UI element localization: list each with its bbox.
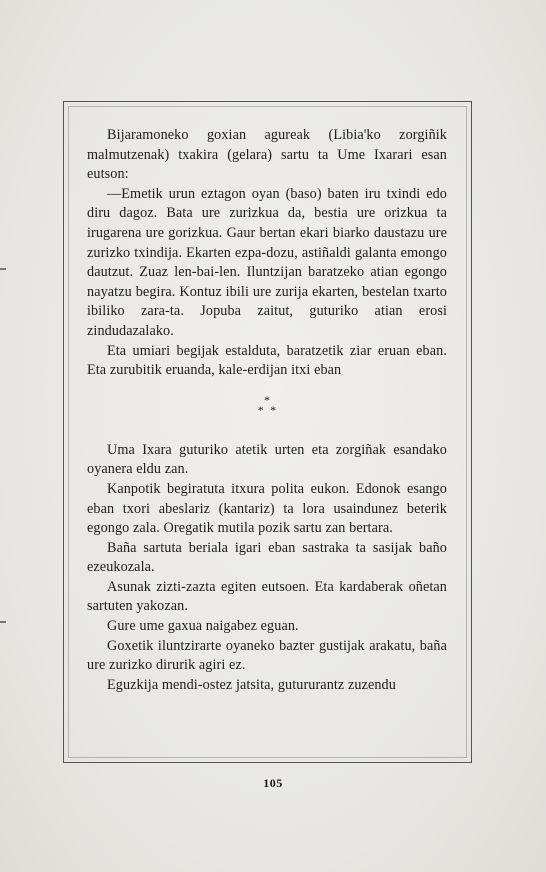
page-number: 105 xyxy=(263,776,283,790)
paragraph: Uma Ixara guturiko atetik urten eta zorgiñak esandako oyanera eldu zan. xyxy=(87,441,447,478)
section-break xyxy=(87,381,447,441)
margin-mark-left-bottom xyxy=(0,621,6,623)
margin-mark-left-top xyxy=(0,268,6,270)
asterism-separator: * * * xyxy=(257,392,277,417)
paragraph: Eguzkija mendi-ostez jatsita, gutururantz zuzendu xyxy=(107,676,396,693)
paragraph: Bijaramoneko goxian agureak (Libia'ko zorgiñik malmutzenak) txakira (gelara) sartu ta Ume Ixarari esan eutson: xyxy=(87,127,447,183)
paragraph: Kanpotik begiratuta itxura polita eukon. Edonok esango eban txori abeslariz (kantariz) ta lora usaindunez beterik egongo zala. Oregatik mutila pozik sartu zan bertara. xyxy=(87,480,447,537)
body-text xyxy=(87,126,447,695)
paragraph: Baña sartuta beriala igari eban sastraka ta sasijak baño ezeukozala. xyxy=(87,539,447,576)
paragraph: —Emetik urun eztagon oyan (baso) baten iru txindi edo diru dagoz. Bata ure zurizkua da, bestia ure orizkua ta irugarena ure gorizkua. Gaur bertan ekari biarko daustazu ure zurizko txindija. Ekarten ezpa-dozu, astiñaldi galanta emongo dautzut. Zuaz len-bai-len. Iluntzijan baratzeko atian egongo nayatzu begira. Kontuz ibili ure zurija ekarten, bestelan txarto ibiliko zara-ta. Jopuba zaitut, guturiko atian erosi zindudazalako. xyxy=(87,185,447,339)
paragraph: Asunak zizti-zazta egiten eutsoen. Eta kardaberak oñetan sartuten yakozan. xyxy=(87,578,447,615)
paragraph: Goxetik iluntzirarte oyaneko bazter gustijak arakatu, baña ure zurizko dirurik agiri ez. xyxy=(87,637,447,674)
paragraph: Eta umiari begijak estalduta, baratzetik ziar eruan eban. Eta zurubitik eruanda, kale-erdijan itxi eban xyxy=(87,342,447,379)
paragraph: Gure ume gaxua naigabez eguan. xyxy=(107,618,299,635)
